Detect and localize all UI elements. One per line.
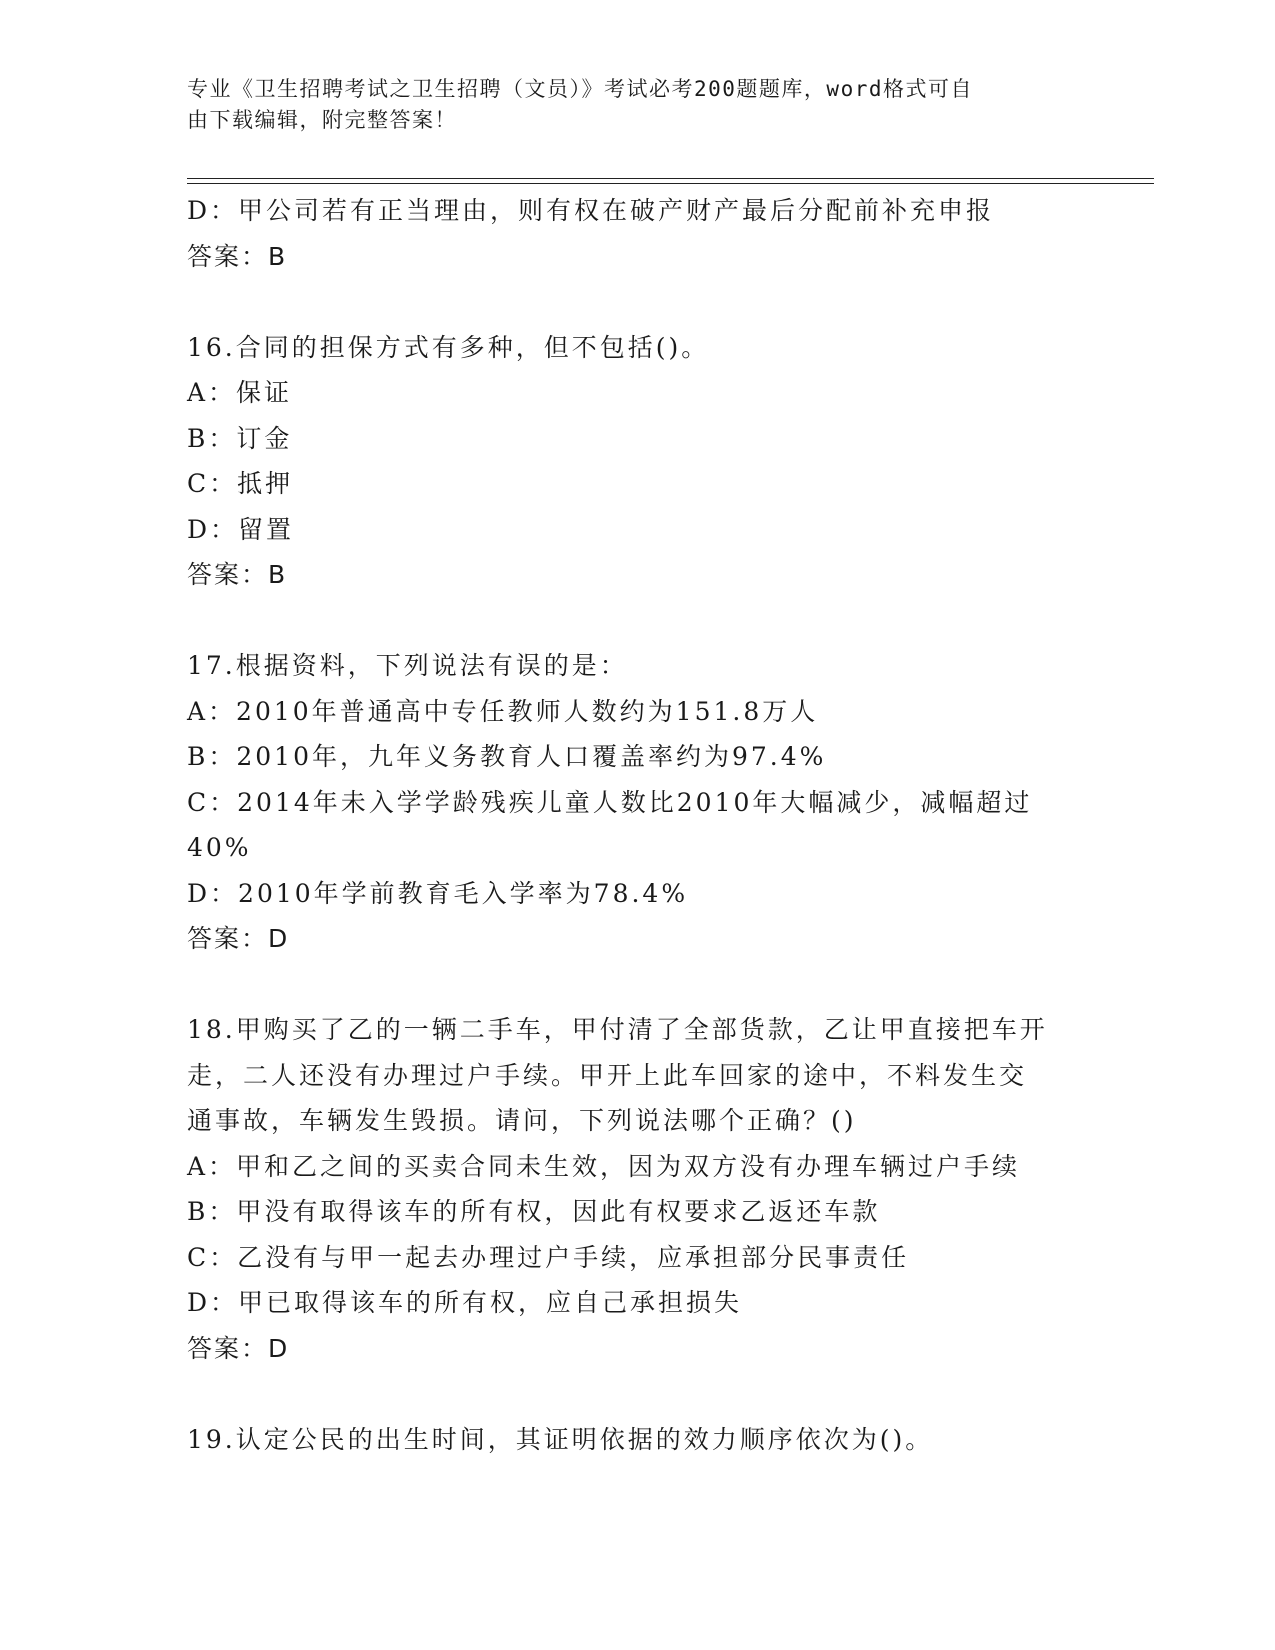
option-c: C：乙没有与甲一起去办理过户手续，应承担部分民事责任	[187, 1242, 910, 1272]
spacer	[187, 279, 1087, 325]
header-line-1: 专业《卫生招聘考试之卫生招聘（文员）》考试必考200题题库，word格式可自	[187, 77, 973, 101]
spacer	[187, 598, 1087, 644]
question-18	[187, 1007, 1087, 1371]
option-c-continued: 40%	[187, 833, 252, 862]
question-stem: 18.甲购买了乙的一辆二手车，甲付清了全部货款，乙让甲直接把车开	[187, 1015, 1048, 1044]
option-a: A：甲和乙之间的买卖合同未生效，因为双方没有办理车辆过户手续	[187, 1151, 1021, 1181]
option-d: D：甲已取得该车的所有权，应自己承担损失	[187, 1288, 743, 1317]
answer-line: 答案：B	[187, 560, 288, 589]
question-stem: 17.根据资料，下列说法有误的是：	[187, 651, 628, 680]
answer-line: 答案：B	[187, 241, 288, 271]
option-d: D：2010年学前教育毛入学率为78.4%	[187, 878, 689, 908]
question-19	[187, 1417, 1087, 1463]
spacer	[187, 962, 1087, 1008]
spacer	[187, 1371, 1087, 1417]
document-header	[187, 74, 1067, 136]
option-b: B：订金	[187, 423, 293, 453]
header-rule-top	[187, 178, 1154, 179]
answer-line: 答案：D	[187, 924, 290, 953]
header-line-2: 由下载编辑，附完整答案！	[187, 108, 457, 132]
question-stem-continued: 走，二人还没有办理过户手续。甲开上此车回家的途中，不料发生交	[187, 1060, 1028, 1090]
option-a: A：2010年普通高中专任教师人数约为151.8万人	[187, 696, 819, 726]
question-stem: 16.合同的担保方式有多种，但不包括()。	[187, 332, 710, 362]
question-stem: 19.认定公民的出生时间，其证明依据的效力顺序依次为()。	[187, 1424, 934, 1454]
answer-line: 答案：D	[187, 1333, 290, 1363]
header-rule-bottom	[187, 183, 1154, 184]
option-c: C：抵押	[187, 469, 294, 498]
question-stem-continued: 通事故，车辆发生毁损。请问，下列说法哪个正确？()	[187, 1106, 857, 1135]
question-17	[187, 643, 1087, 962]
document-body	[187, 188, 1087, 1462]
option-d: D：留置	[187, 514, 295, 544]
option-a: A：保证	[187, 378, 293, 407]
question-15-tail	[187, 188, 1087, 279]
question-16	[187, 325, 1087, 598]
option-b: B：2010年，九年义务教育人口覆盖率约为97.4%	[187, 742, 827, 771]
option-d: D：甲公司若有正当理由，则有权在破产财产最后分配前补充申报	[187, 196, 995, 225]
option-b: B：甲没有取得该车的所有权，因此有权要求乙返还车款	[187, 1197, 881, 1226]
option-c: C：2014年未入学学龄残疾儿童人数比2010年大幅减少，减幅超过	[187, 787, 1033, 817]
